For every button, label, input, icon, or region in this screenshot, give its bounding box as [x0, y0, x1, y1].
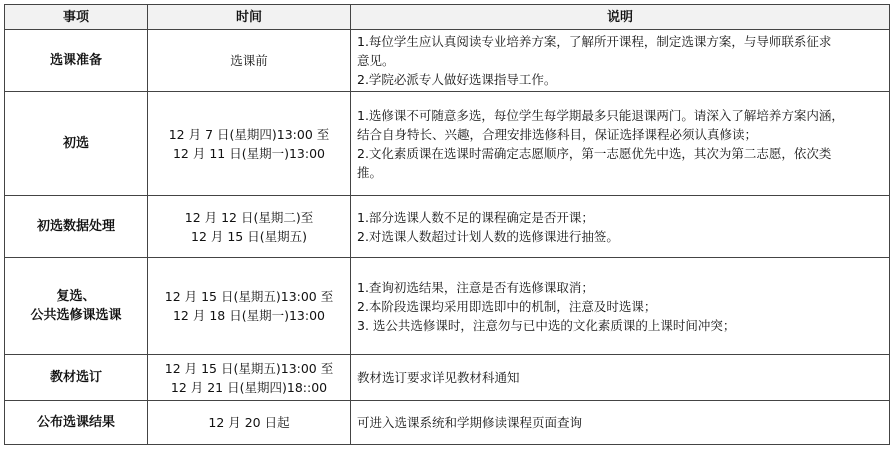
item-text: 教材选订: [49, 370, 102, 385]
desc-cell: [351, 92, 890, 196]
time-text: 12 月 20 日起: [208, 415, 290, 430]
item-cell: [5, 92, 148, 196]
table-row: [5, 196, 890, 258]
time-cell: [148, 355, 351, 401]
table-header-row: [5, 5, 890, 30]
time-text: 12 月 7 日(星期四)13:00 至: [168, 126, 330, 142]
desc-line: 1.选修课不可随意多选，每位学生每学期最多只能退课两门。请深入了解培养方案内涵，: [357, 107, 844, 123]
time-text: 12 月 18 日(星期一)13:00: [172, 308, 325, 323]
desc-cell: [351, 258, 890, 355]
desc-line: 1.部分选课人数不足的课程确定是否开课；: [357, 209, 594, 225]
desc-line: 2.对选课人数超过计划人数的选修课进行抽签。: [357, 228, 619, 244]
desc-line: 意见。: [357, 53, 395, 68]
item-text: 公布选课结果: [36, 415, 115, 430]
page: [4, 4, 890, 445]
time-cell: [148, 196, 351, 258]
time-text: 选课前: [230, 53, 268, 68]
item-text: 复选、: [56, 289, 96, 304]
desc-line: 3. 选公共选修课时，注意勿与已中选的文化素质课的上课时间冲突；: [357, 317, 736, 333]
desc-line: 教材选订要求详见教材科通知: [357, 370, 520, 385]
header-desc: 说明: [351, 5, 890, 30]
desc-line: 结合自身特长、兴趣，合理安排选修科目，保证选择课程必须认真修读；: [357, 126, 758, 142]
item-cell: [5, 196, 148, 258]
table-row: [5, 92, 890, 196]
time-text: 12 月 11 日(星期一)13:00: [172, 145, 325, 161]
table-row: [5, 258, 890, 355]
time-cell: [148, 258, 351, 355]
table-row: [5, 355, 890, 401]
item-cell: [5, 30, 148, 92]
item-cell: [5, 258, 148, 355]
time-text: 12 月 15 日(星期五)13:00 至: [164, 360, 334, 376]
time-cell: [148, 92, 351, 196]
item-text: 公共选修课选课: [30, 308, 122, 323]
time-cell: [148, 30, 351, 92]
time-cell: [148, 401, 351, 445]
desc-cell: [351, 401, 890, 445]
desc-line: 2.本阶段选课均采用即选即中的机制，注意及时选课；: [357, 298, 657, 314]
time-text: 12 月 12 日(星期二)至: [184, 209, 314, 225]
time-text: 12 月 21 日(星期四)18::00: [170, 379, 328, 395]
desc-line: 1.每位学生应认真阅读专业培养方案，了解所开课程，制定选课方案，与导师联系征求: [357, 34, 832, 49]
desc-line: 推。: [357, 164, 383, 180]
table-row: [5, 30, 890, 92]
header-item: 事项: [5, 5, 148, 30]
desc-cell: [351, 355, 890, 401]
course-selection-schedule-table: [4, 4, 890, 445]
desc-line: 1.查询初选结果，注意是否有选修课取消；: [357, 279, 594, 295]
time-text: 12 月 15 日(星期五)13:00 至: [164, 289, 334, 304]
desc-cell: [351, 30, 890, 92]
desc-cell: [351, 196, 890, 258]
time-text: 12 月 15 日(星期五): [191, 228, 307, 244]
desc-line: 2.文化素质课在选课时需确定志愿顺序，第一志愿优先中选，其次为第二志愿，依次类: [357, 145, 832, 161]
item-cell: [5, 401, 148, 445]
desc-line: 可进入选课系统和学期修读课程页面查询: [357, 415, 583, 430]
item-text: 初选: [62, 136, 89, 151]
header-time: 时间: [148, 5, 351, 30]
table-row: [5, 401, 890, 445]
item-text: 初选数据处理: [36, 219, 115, 234]
desc-line: 2.学院必派专人做好选课指导工作。: [357, 72, 557, 87]
item-text: 选课准备: [49, 53, 102, 68]
item-cell: [5, 355, 148, 401]
